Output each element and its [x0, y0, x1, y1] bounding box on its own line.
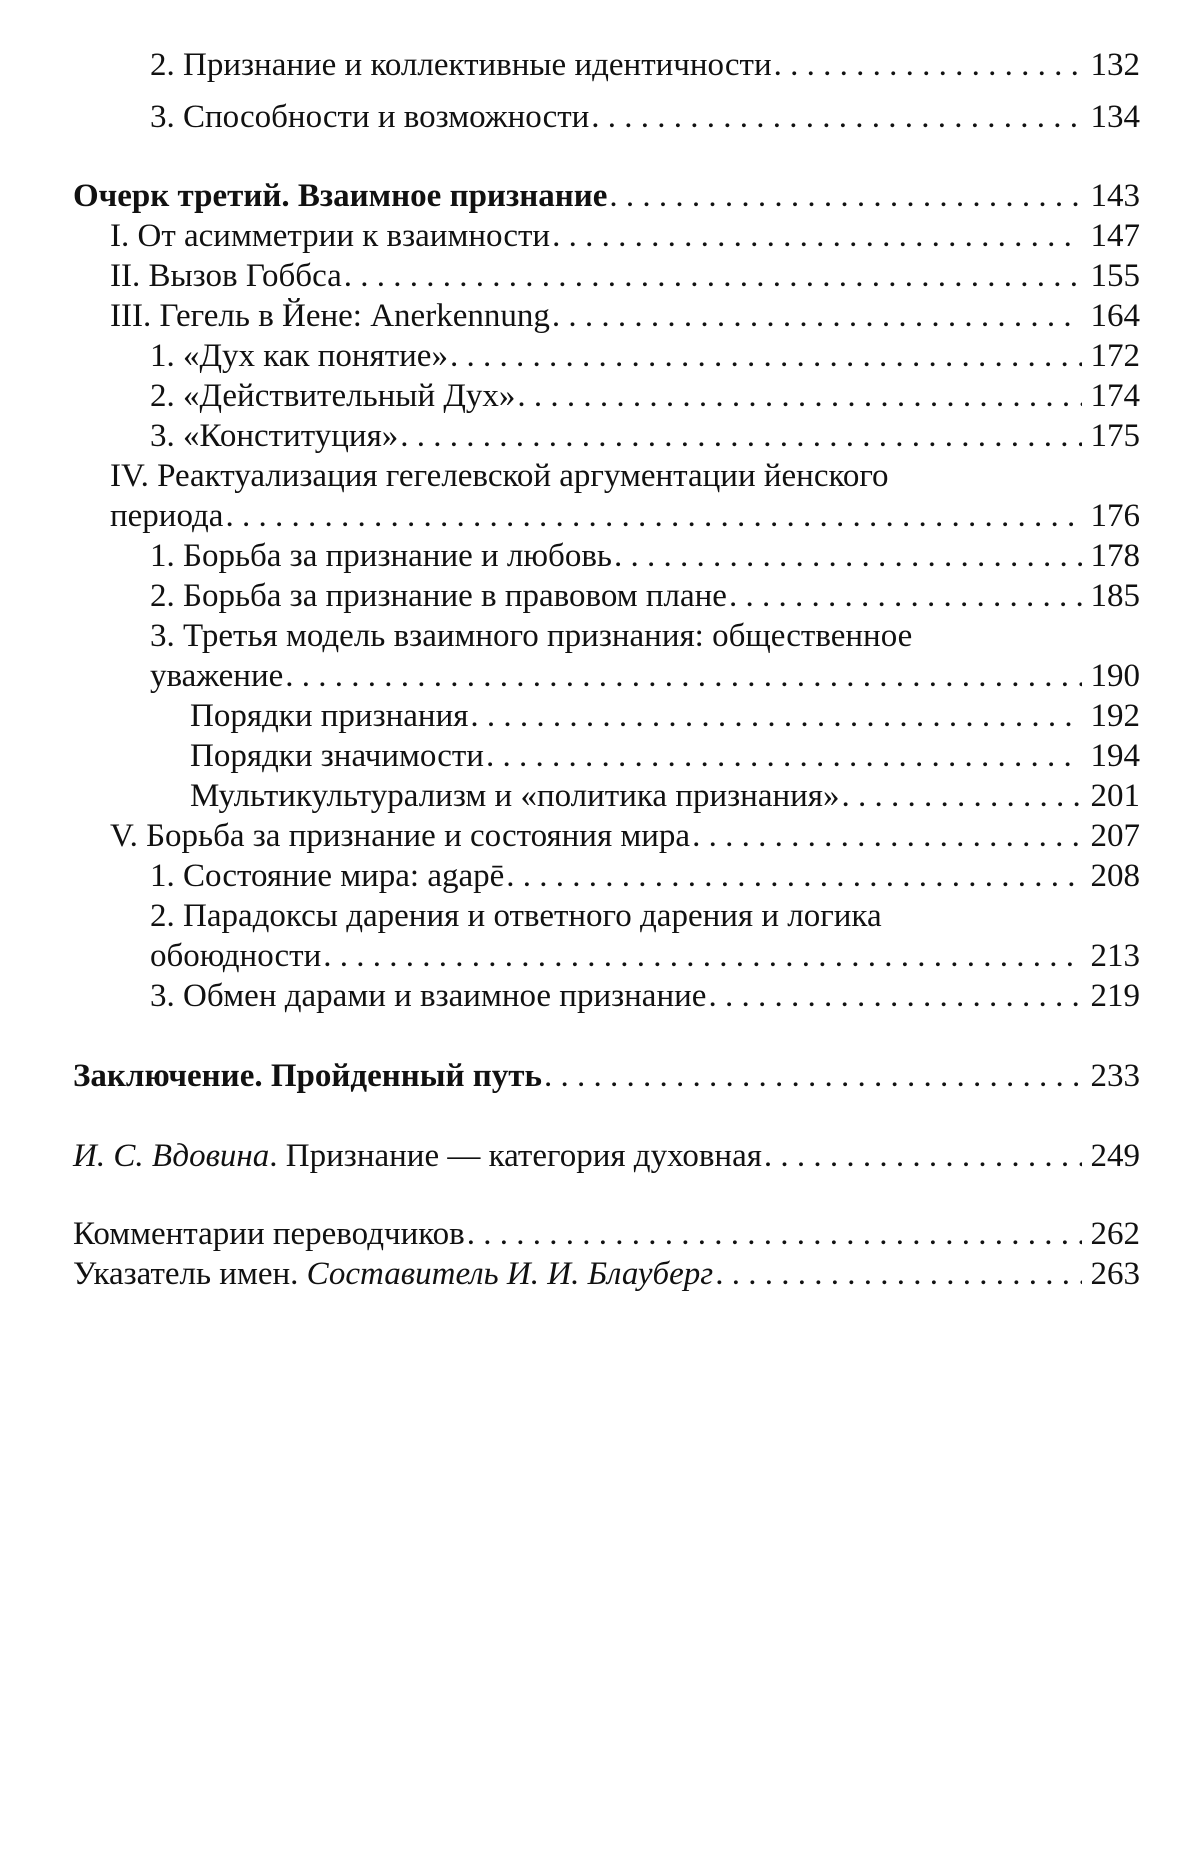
- toc-entry-title: Комментарии переводчиков: [73, 1216, 465, 1252]
- toc-entry-title: [73, 1254, 713, 1294]
- toc-line: [0, 296, 1200, 336]
- toc-chapter-entry: [73, 176, 1140, 216]
- toc-entry-title: II. Вызов Гоббса: [110, 258, 342, 294]
- toc-line: [0, 176, 1200, 216]
- toc-line: [0, 256, 1200, 296]
- toc-entry-page: 132: [1090, 47, 1140, 83]
- toc-entry-compiler: Составитель И. И. Блауберг: [306, 1256, 714, 1292]
- toc-line: [0, 936, 1200, 976]
- toc-entry: [150, 416, 1140, 456]
- dot-leader: [729, 576, 1082, 616]
- toc-entry-page: 178: [1090, 538, 1140, 574]
- toc-entry-title: обоюдности: [150, 938, 322, 974]
- toc-entry-title-text: Указатель имен.: [73, 1256, 307, 1292]
- toc-entry-title: 3. Способности и возможности: [150, 99, 590, 135]
- toc-entry: [110, 296, 1140, 336]
- dot-leader: [225, 496, 1082, 536]
- toc-line: [0, 1056, 1200, 1096]
- toc-entry-page: 194: [1090, 738, 1140, 774]
- dot-leader: [450, 336, 1082, 376]
- toc-line: [0, 656, 1200, 696]
- toc-line: [0, 536, 1200, 576]
- toc-entry: [190, 696, 1140, 736]
- toc-entry: [110, 816, 1140, 856]
- toc-line: [0, 216, 1200, 256]
- toc-line: [0, 976, 1200, 1016]
- toc-entry: [150, 97, 1140, 137]
- toc-entry-title: I. От асимметрии к взаимности: [110, 218, 551, 254]
- toc-entry-title: 2. Признание и коллективные идентичности: [150, 47, 772, 83]
- dot-leader: [506, 856, 1082, 896]
- toc-entry-title: 3. Третья модель взаимного признания: общественное: [150, 618, 913, 654]
- toc-entry: [150, 376, 1140, 416]
- toc-entry: [110, 256, 1140, 296]
- toc-entry-title: Заключение. Пройденный путь: [73, 1058, 542, 1094]
- dot-leader: [614, 536, 1082, 576]
- dot-leader: [591, 97, 1082, 137]
- toc-entry-title: 2. Парадоксы дарения и ответного дарения и логика: [150, 898, 882, 934]
- toc-line: [0, 576, 1200, 616]
- toc-entry-page: 172: [1090, 338, 1140, 374]
- toc-entry: [150, 976, 1140, 1016]
- toc-line: [0, 696, 1200, 736]
- toc-entry-page: 174: [1090, 378, 1140, 414]
- dot-leader: [774, 45, 1082, 85]
- toc-entry-page: 233: [1090, 1058, 1140, 1094]
- toc-entry-title: IV. Реактуализация гегелевской аргументации йенского: [110, 458, 889, 494]
- toc-line: [0, 736, 1200, 776]
- toc-line: [0, 1214, 1200, 1254]
- toc-line: [0, 1254, 1200, 1294]
- toc-entry: [190, 736, 1140, 776]
- toc-entry: [73, 1254, 1140, 1294]
- toc-entry-title: 1. Борьба за признание и любовь: [150, 538, 612, 574]
- toc-entry-page: 185: [1090, 578, 1140, 614]
- toc-entry-page: 164: [1090, 298, 1140, 334]
- toc-entry-page: 263: [1090, 1256, 1140, 1292]
- toc-entry: [73, 1214, 1140, 1254]
- dot-leader: [692, 816, 1082, 856]
- toc-entry: [150, 656, 1140, 696]
- toc-entry-page: 208: [1090, 858, 1140, 894]
- toc-line: [0, 856, 1200, 896]
- toc-entry: [73, 1136, 1140, 1176]
- toc-entry-page: 175: [1090, 418, 1140, 454]
- toc-entry-title: 2. Борьба за признание в правовом плане: [150, 578, 727, 614]
- toc-entry-title: 1. Состояние мира: agapē: [150, 858, 505, 894]
- toc-entry: [150, 536, 1140, 576]
- toc-entry-title: Очерк третий. Взаимное признание: [73, 178, 608, 214]
- toc-entry-page: 143: [1090, 178, 1140, 214]
- toc-entry: [150, 576, 1140, 616]
- dot-leader: [764, 1136, 1082, 1176]
- toc-line: [0, 336, 1200, 376]
- dot-leader: [323, 936, 1082, 976]
- toc-entry-author: И. С. Вдовина: [73, 1138, 270, 1174]
- toc-entry-page: 176: [1090, 498, 1140, 534]
- toc-entry-page: 249: [1090, 1138, 1140, 1174]
- toc-entry-title: 2. «Действительный Дух»: [150, 378, 516, 414]
- toc-entry: [110, 216, 1140, 256]
- dot-leader: [517, 376, 1082, 416]
- toc-entry-page: 201: [1090, 778, 1140, 814]
- toc-entry-page: 192: [1090, 698, 1140, 734]
- toc-line: [0, 456, 1200, 496]
- toc-line: [0, 376, 1200, 416]
- toc-line: [0, 496, 1200, 536]
- toc-entry-title: III. Гегель в Йене: Anerkennung: [110, 298, 550, 334]
- toc-entry-title: 1. «Дух как понятие»: [150, 338, 448, 374]
- toc-entry-page: 207: [1090, 818, 1140, 854]
- dot-leader: [715, 1254, 1082, 1294]
- dot-leader: [552, 296, 1082, 336]
- toc-line: [0, 97, 1200, 137]
- toc-entry-title: 3. «Конституция»: [150, 418, 399, 454]
- toc-entry-page: 147: [1090, 218, 1140, 254]
- dot-leader: [467, 1214, 1082, 1254]
- toc-line: [0, 416, 1200, 456]
- toc-entry-title: Порядки значимости: [190, 738, 484, 774]
- toc-entry-title: V. Борьба за признание и состояния мира: [110, 818, 691, 854]
- toc-entry-title: 3. Обмен дарами и взаимное признание: [150, 978, 707, 1014]
- toc-line: [0, 896, 1200, 936]
- dot-leader: [544, 1056, 1082, 1096]
- toc-entry-page: 155: [1090, 258, 1140, 294]
- toc-entry-title: [73, 1136, 762, 1176]
- toc-entry: [150, 856, 1140, 896]
- toc-entry-page: 134: [1090, 99, 1140, 135]
- toc-entry-title: периода: [110, 498, 224, 534]
- toc-entry-page: 219: [1090, 978, 1140, 1014]
- toc-entry-title: Мультикультурализм и «политика признания»: [190, 778, 840, 814]
- toc-entry-page: 213: [1090, 938, 1140, 974]
- toc-chapter-entry: [73, 1056, 1140, 1096]
- dot-leader: [400, 416, 1082, 456]
- toc-line: [0, 616, 1200, 656]
- toc-entry-title: уважение: [150, 658, 284, 694]
- dot-leader: [609, 176, 1082, 216]
- dot-leader: [470, 696, 1082, 736]
- toc-entry-page: 262: [1090, 1216, 1140, 1252]
- toc-entry: [150, 336, 1140, 376]
- dot-leader: [708, 976, 1082, 1016]
- toc-line: [0, 1136, 1200, 1176]
- dot-leader: [285, 656, 1082, 696]
- dot-leader: [552, 216, 1082, 256]
- dot-leader: [841, 776, 1082, 816]
- dot-leader: [344, 256, 1082, 296]
- toc-entry: [150, 45, 1140, 85]
- toc-entry: [150, 936, 1140, 976]
- toc-entry-page: 190: [1090, 658, 1140, 694]
- toc-entry-title: Порядки признания: [190, 698, 469, 734]
- toc-line: [0, 45, 1200, 85]
- toc-entry: [110, 496, 1140, 536]
- toc-line: [0, 776, 1200, 816]
- toc-entry: [190, 776, 1140, 816]
- dot-leader: [486, 736, 1082, 776]
- toc-entry-title-text: . Признание — категория духовная: [269, 1138, 762, 1174]
- toc-line: [0, 816, 1200, 856]
